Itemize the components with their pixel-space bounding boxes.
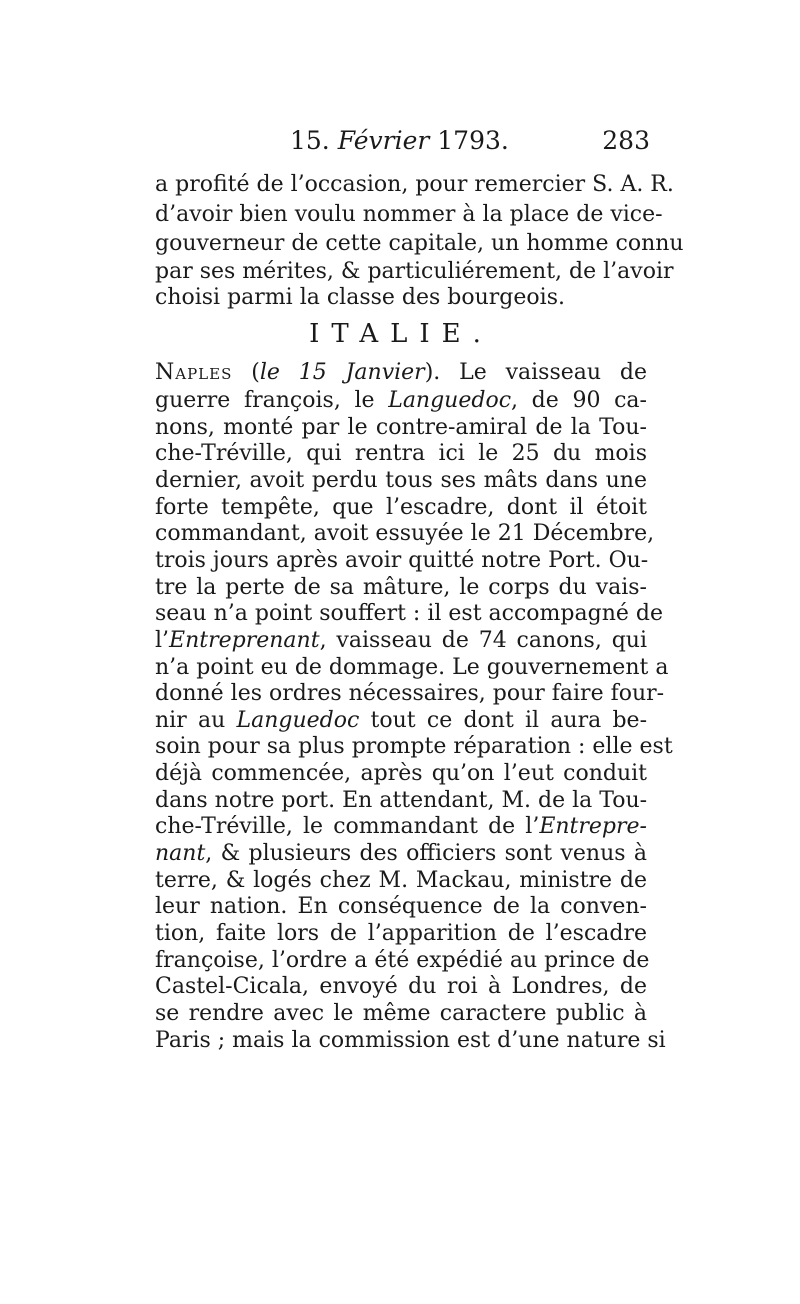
italic-term: Languedoc xyxy=(388,388,512,413)
text-line: guerre françois, le Languedoc, de 90 ca- xyxy=(155,388,647,413)
text-line: trois jours après avoir quitté notre Port. Ou- xyxy=(155,548,649,573)
text-line: che-Tréville, qui rentra ici le 25 du mois xyxy=(155,441,647,466)
text-line: dans notre port. En attendant, M. de la Tou- xyxy=(155,788,648,813)
text-line: che-Tréville, le commandant de l’Entrepre- xyxy=(155,814,647,839)
running-head-year: 1793. xyxy=(437,126,509,155)
text-line: se rendre avec le même caractere public à xyxy=(155,1001,647,1026)
text-line: Castel-Cicala, envoyé du roi à Londres, de xyxy=(155,974,647,999)
running-head xyxy=(150,126,650,162)
text-line: terre, & logés chez M. Mackau, ministre de xyxy=(155,868,647,893)
page-number: 283 xyxy=(602,126,650,155)
text-line: l’Entreprenant, vaisseau de 74 canons, qui xyxy=(155,628,647,653)
text-line: nons, monté par le contre-amiral de la Tou- xyxy=(155,415,647,440)
text-line: seau n’a point souffert : il est accompagné de xyxy=(155,601,663,626)
text-line: forte tempête, que l’escadre, dont il étoit xyxy=(155,495,647,520)
text-line: n’a point eu de dommage. Le gouvernement a xyxy=(155,655,669,680)
running-head-month: Février xyxy=(337,126,430,155)
italic-term: nant xyxy=(155,841,206,866)
text-line: donné les ordres nécessaires, pour faire four- xyxy=(155,681,665,706)
running-head-date xyxy=(290,126,509,155)
text-line: a profité de l’occasion, pour remercier S. A. R. xyxy=(155,172,674,197)
text-line: déjà commencée, après qu’on l’eut conduit xyxy=(155,761,647,786)
dispatch-date-month: Janvier xyxy=(345,360,425,385)
dispatch-date-close: ). xyxy=(424,360,441,385)
italic-term: Languedoc xyxy=(236,708,360,733)
text-line: commandant, avoit essuyée le 21 Décembre, xyxy=(155,521,655,546)
text-line: leur nation. En conséquence de la conven- xyxy=(155,894,647,919)
dispatch-date-open: ( xyxy=(251,360,260,385)
text-line: soin pour sa plus prompte réparation : elle est xyxy=(155,734,673,759)
text-line: par ses mérites, & particuliérement, de l’avoir xyxy=(155,259,674,284)
text-line: françoise, l’ordre a été expédié au prince de xyxy=(155,948,650,973)
text-line: tion, faite lors de l’apparition de l’escadre xyxy=(155,921,647,946)
running-head-day: 15. xyxy=(290,126,330,155)
text-line: tre la perte de sa mâture, le corps du vais- xyxy=(155,575,647,600)
text-line: d’avoir bien voulu nommer à la place de vice- xyxy=(155,202,663,227)
dispatch-date-day: le 15 xyxy=(259,360,327,385)
dispatch-lead-rest: Le vaisseau de xyxy=(440,360,648,385)
dispatch-lead-line xyxy=(155,358,647,388)
italic-term: Entrepre- xyxy=(539,814,647,839)
italic-term: Entreprenant xyxy=(169,628,320,653)
text-line: gouverneur de cette capitale, un homme connu xyxy=(155,231,684,256)
text-line: choisi parmi la classe des bourgeois. xyxy=(155,285,565,310)
text-line: dernier, avoit perdu tous ses mâts dans une xyxy=(155,468,647,493)
text-line: Paris ; mais la commission est d’une nature si xyxy=(155,1028,666,1053)
text-line: nant, & plusieurs des officiers sont venus à xyxy=(155,841,647,866)
dispatch-place: Naples xyxy=(155,360,233,385)
section-title: ITALIE. xyxy=(309,319,493,349)
text-line: nir au Languedoc tout ce dont il aura be- xyxy=(155,708,648,733)
